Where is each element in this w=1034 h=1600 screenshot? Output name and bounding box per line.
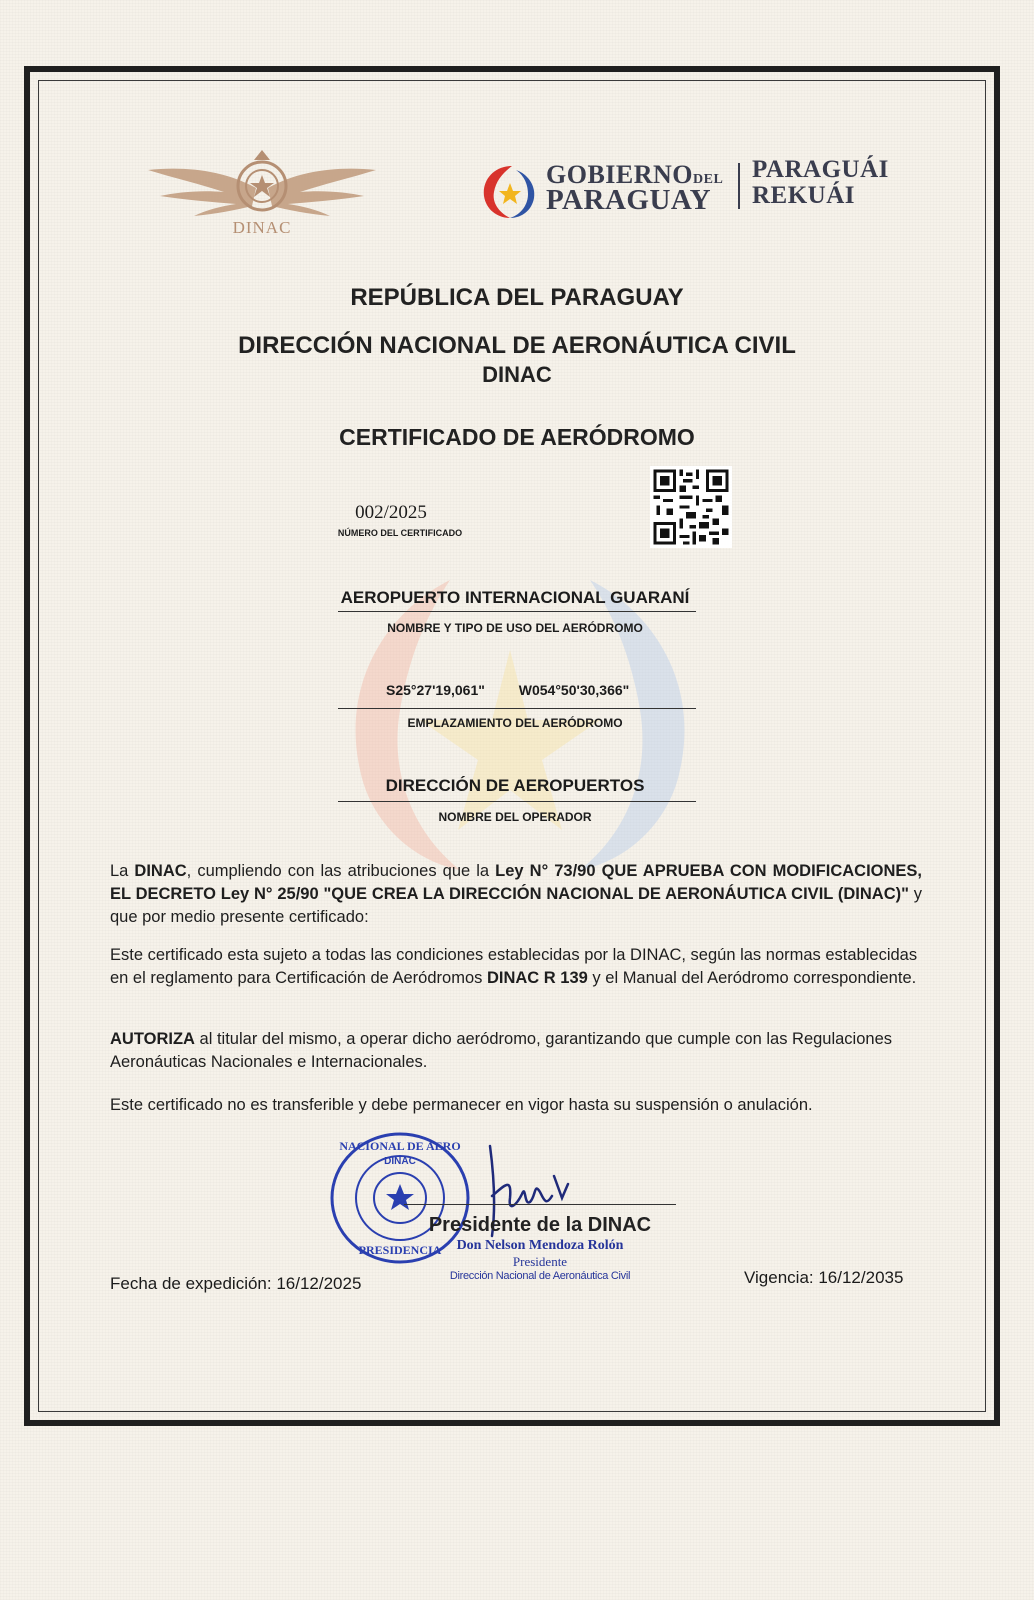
gov-gobierno-text: GOBIERNODEL [546,160,724,189]
agency-short-title: DINAC [482,362,552,387]
gov-paraguai-text: PARAGUÁI [752,156,889,183]
paraguay-government-emblem [478,160,542,224]
longitude: W054°50'30,366" [518,682,630,698]
gov-separator [738,163,740,209]
qr-code-icon[interactable] [650,466,732,548]
authorization-paragraph: AUTORIZA al titular del mismo, a operar dicho aeródromo, garantizando que cumple con las Regulaciones Aeronáuticas Nacionales e Internacionales. [110,1030,893,1071]
authority-paragraph: La DINAC, cumpliendo con las atribuciones que la Ley N° 73/90 QUE APRUEBA CON MODIFICACIONES, EL DECRETO Ley N° 25/90 "QUE CREA LA DIRECCIÓN NACIONAL DE AERONÁUTICA CIVIL (DINAC)" y que por medio presente certificado: [110,862,922,926]
location-line [338,708,696,709]
signatory-role: Presidente [512,1254,568,1269]
gov-del-text: DEL [693,172,724,187]
dinac-logo-text: DINAC [232,218,292,237]
operator-label: NOMBRE DEL OPERADOR [438,810,592,824]
operator-name: DIRECCIÓN DE AEROPUERTOS [385,776,645,795]
issue-date: Fecha de expedición: 16/12/2025 [110,1274,362,1293]
certificate-number-label: NÚMERO DEL CERTIFICADO [337,528,463,538]
svg-text:DINAC: DINAC [384,1156,416,1167]
aerodrome-name: AEROPUERTO INTERNACIONAL GUARANÍ [340,588,690,607]
transferability-paragraph: Este certificado no es transferible y debe permanecer en vigor hasta su suspensión o anulación. [110,1096,813,1114]
signatory-organization: Dirección Nacional de Aeronáutica Civil [449,1270,631,1282]
signatory-name: Don Nelson Mendoza Rolón [456,1238,624,1253]
signature-line [404,1204,676,1205]
signatory-title: Presidente de la DINAC [428,1214,652,1236]
validity-date: Vigencia: 16/12/2035 [744,1268,904,1287]
agency-title: DIRECCIÓN NACIONAL DE AERONÁUTICA CIVIL [238,332,796,359]
aerodrome-coordinates [356,682,696,698]
document-title: CERTIFICADO DE AERÓDROMO [339,424,695,450]
latitude: S25°27'19,061" [386,682,485,698]
aerodrome-name-label: NOMBRE Y TIPO DE USO DEL AERÓDROMO [387,621,643,635]
location-label: EMPLAZAMIENTO DEL AERÓDROMO [407,716,623,730]
gov-paraguay-text: PARAGUAY [546,184,712,216]
gov-rekuai-text: REKUÁI [752,182,856,209]
aerodrome-name-line [338,611,696,612]
conditions-paragraph: Este certificado esta sujeto a todas las condiciones establecidas por la DINAC, según las normas establecidas en el reglamento para Certificación de Aeródromos DINAC R 139 y el Manual del Aeródromo correspondiente. [110,946,918,987]
operator-line [338,801,696,802]
republic-title: REPÚBLICA DEL PARAGUAY [350,284,684,311]
certificate-number: 002/2025 [355,502,427,523]
svg-text:NACIONAL DE AERO: NACIONAL DE AERO [339,1139,461,1153]
svg-text:PRESIDENCIA: PRESIDENCIA [358,1243,442,1257]
